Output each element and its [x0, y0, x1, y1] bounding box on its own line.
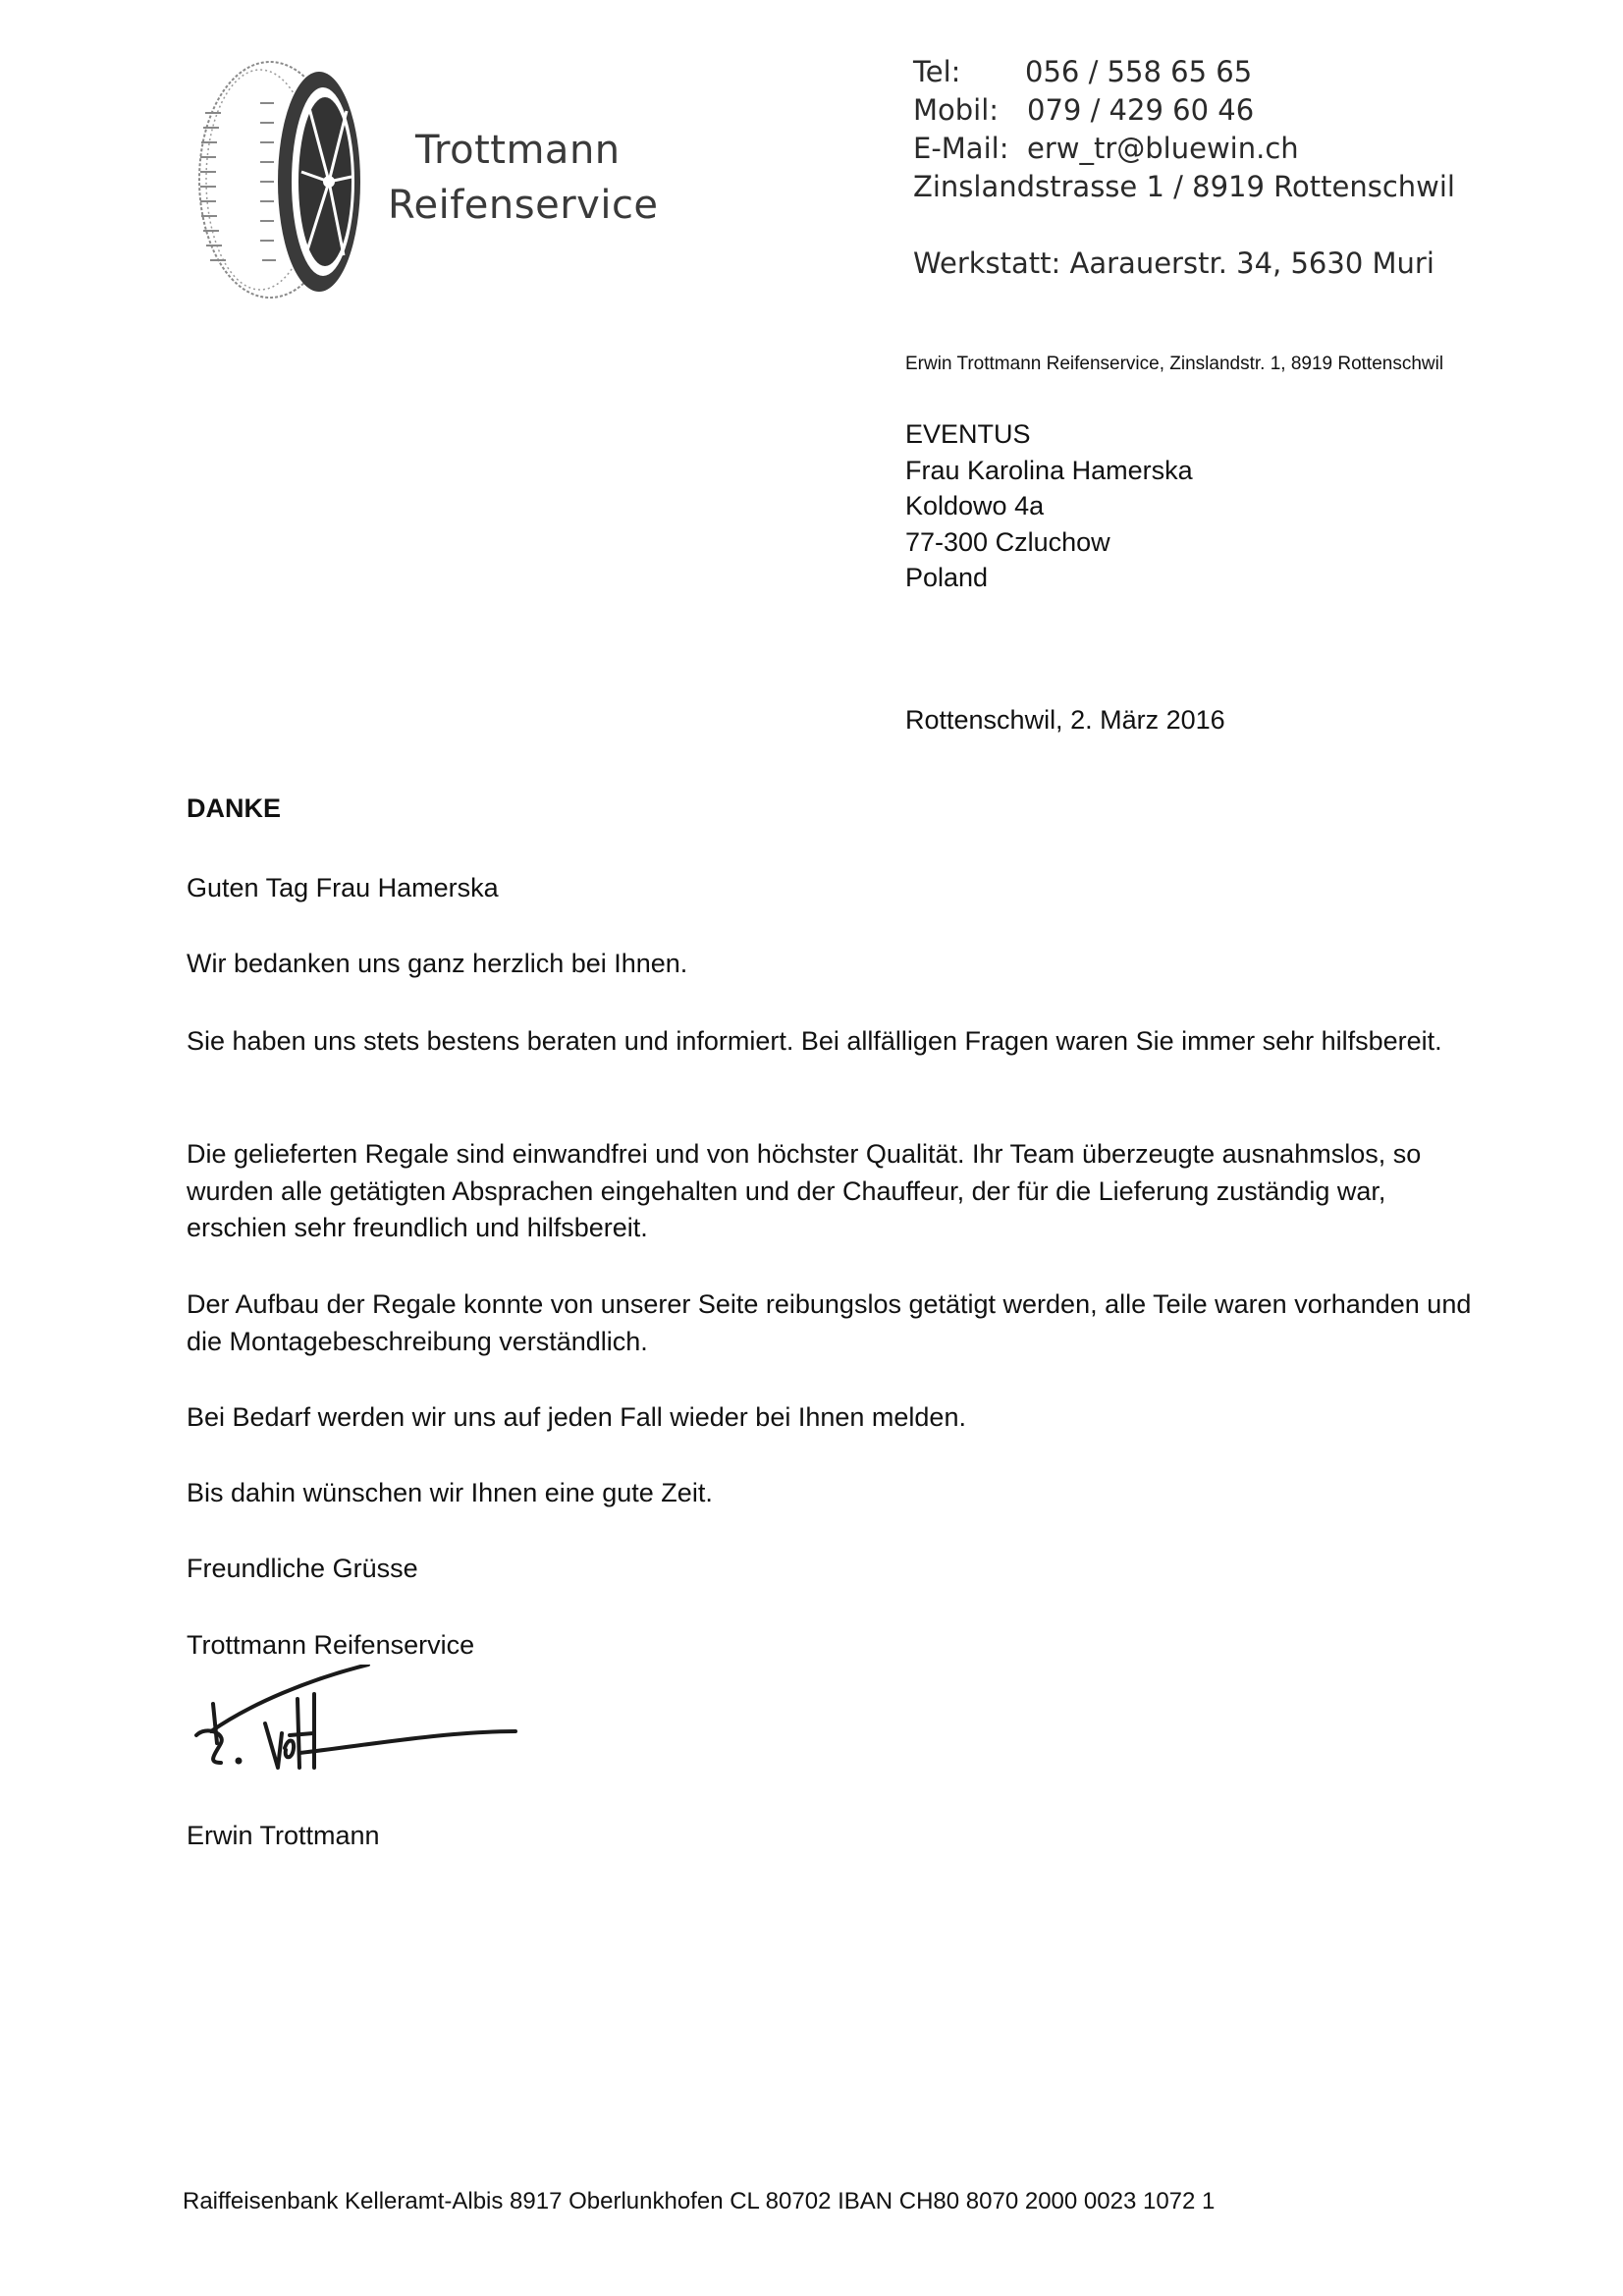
contact-block — [913, 53, 1455, 283]
tel-label: Tel: — [913, 55, 961, 88]
paragraph-6: Bis dahin wünschen wir Ihnen eine gute Zeit. — [187, 1478, 713, 1507]
company-name — [388, 123, 659, 233]
signer-name: Erwin Trottmann — [187, 1821, 380, 1850]
recipient-name: Frau Karolina Hamerska — [905, 455, 1193, 485]
company-signoff: Trottmann Reifenservice — [187, 1630, 475, 1660]
salutation: Guten Tag Frau Hamerska — [187, 873, 499, 902]
tire-icon — [191, 54, 363, 309]
paragraph-5: Bei Bedarf werden wir uns auf jeden Fall wieder bei Ihnen melden. — [187, 1402, 966, 1432]
paragraph-3: Die gelieferten Regale sind einwandfrei und von höchster Qualität. Ihr Team überzeugte ausnahmslos, so wurden alle getätigten Absprachen eingehalten und der Chauffeur, der für die Lieferung zuständig war, erschien sehr freundlich und hilfsbereit. — [187, 1139, 1422, 1242]
paragraph-4: Der Aufbau der Regale konnte von unserer Seite reibungslos getätigt werden, alle Teile waren vorhanden und die Montagebeschreibung verständlich. — [187, 1289, 1472, 1356]
company-name-line1: Trottmann — [415, 128, 621, 173]
letter-subject: DANKE — [187, 793, 282, 823]
mobile-value: 079 / 429 60 46 — [1027, 93, 1255, 127]
company-name-line2: Reifenservice — [388, 183, 659, 228]
mobile-label: Mobil: — [913, 93, 1000, 127]
paragraph-2: Sie haben uns stets bestens beraten und informiert. Bei allfälligen Fragen waren Sie immer sehr hilfsbereit. — [187, 1026, 1442, 1056]
sender-return-address: Erwin Trottmann Reifenservice, Zinslandstr. 1, 8919 Rottenschwil — [905, 354, 1444, 374]
recipient-city: 77-300 Czluchow — [905, 526, 1110, 557]
tel-row — [913, 53, 1455, 91]
recipient-address — [905, 416, 1193, 596]
address-row: Zinslandstrasse 1 / 8919 Rottenschwil — [913, 170, 1455, 203]
mobile-row — [913, 91, 1455, 130]
email-label: E-Mail: — [913, 132, 1009, 165]
workshop-row: Werkstatt: Aarauerstr. 34, 5630 Muri — [913, 246, 1434, 280]
email-value: erw_tr@bluewin.ch — [1027, 132, 1299, 165]
closing: Freundliche Grüsse — [187, 1554, 418, 1583]
tel-value: 056 / 558 65 65 — [1025, 55, 1253, 88]
signature-icon — [191, 1665, 535, 1773]
letter-date: Rottenschwil, 2. März 2016 — [905, 705, 1225, 735]
recipient-country: Poland — [905, 563, 989, 592]
email-row — [913, 130, 1455, 168]
recipient-company: EVENTUS — [905, 419, 1031, 449]
recipient-street: Koldowo 4a — [905, 491, 1045, 520]
company-logo — [191, 54, 659, 314]
bank-details-footer: Raiffeisenbank Kelleramt-Albis 8917 Oberlunkhofen CL 80702 IBAN CH80 8070 2000 0023 1072 1 — [183, 2188, 1216, 2214]
paragraph-1: Wir bedanken uns ganz herzlich bei Ihnen. — [187, 949, 688, 978]
